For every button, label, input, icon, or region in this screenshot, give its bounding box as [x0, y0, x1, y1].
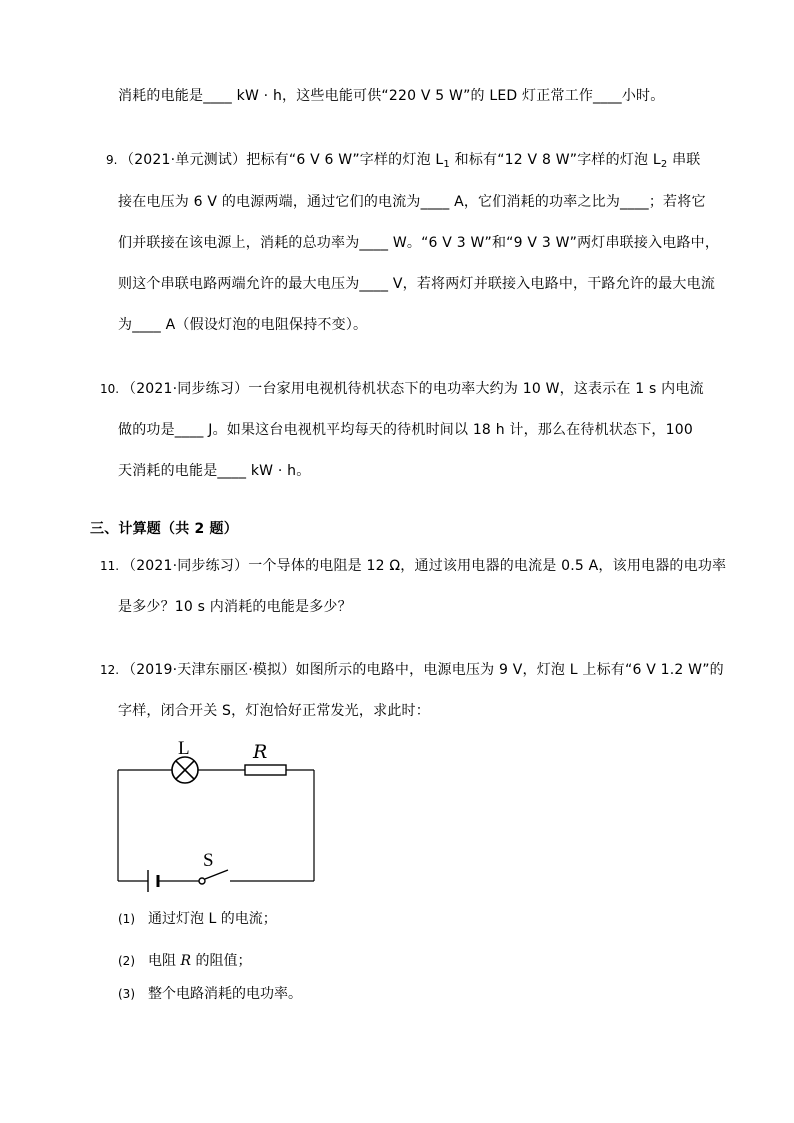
- question-10-line-3: 天消耗的电能是____ kW · h。: [118, 463, 311, 479]
- question-10-line-1: （2021·同步练习）一台家用电视机待机状态下的电功率大约为 10 W，这表示在 1 s 内电流: [122, 381, 704, 397]
- q8-continuation-line: 消耗的电能是____ kW · h，这些电能可供“220 V 5 W”的 LED 灯正常工作____小时。: [118, 88, 665, 104]
- subquestion-2-number: (2): [118, 954, 135, 968]
- subquestion-1-text: [148, 909, 277, 929]
- section-title-calculation: 三、计算题（共 2 题）: [90, 521, 238, 537]
- subquestion-2-italic-r: R: [180, 953, 191, 969]
- q9-text-a: （2021·单元测试）把标有“6 V 6 W”字样的灯泡 L: [120, 152, 444, 168]
- question-9-number: 9.: [106, 153, 118, 167]
- subquestion-3-number: (3): [118, 987, 135, 1001]
- question-10-number: 10.: [100, 382, 120, 396]
- subquestion-3-text: [148, 984, 302, 1004]
- question-9-line-1: [120, 150, 701, 172]
- circuit-diagram: [110, 732, 325, 897]
- question-9-line-3: 们并联接在该电源上，消耗的总功率为____ W。“6 V 3 W”和“9 V 3 W”两灯串联接入电路中，: [118, 235, 720, 251]
- q9-subscript-1: 1: [443, 159, 450, 170]
- subquestion-2-text-pre: 电阻: [148, 953, 181, 969]
- switch-icon: [199, 870, 228, 884]
- question-9-line-4: 则这个串联电路两端允许的最大电压为____ V，若将两灯并联接入电路中，干路允许的最大电流: [118, 276, 716, 292]
- lamp-label: L: [178, 738, 190, 759]
- question-12-number: 12.: [100, 663, 120, 677]
- q9-text-b: 和标有“12 V 8 W”字样的灯泡 L: [449, 152, 661, 168]
- q9-subscript-2: 2: [660, 159, 668, 170]
- subquestion-1-text-pre: 通过灯泡 L 的电流；: [148, 911, 277, 927]
- subquestion-1-number: (1): [118, 912, 135, 926]
- switch-label: S: [203, 850, 214, 871]
- question-11-number: 11.: [100, 559, 120, 573]
- question-12-line-2: 字样，闭合开关 S，灯泡恰好正常发光，求此时：: [118, 703, 430, 719]
- question-11-line-1: （2021·同步练习）一个导体的电阻是 12 Ω，通过该用电器的电流是 0.5 A，该用电器的电功率: [122, 558, 727, 574]
- subquestion-2-text-post: 的阻值；: [191, 953, 252, 969]
- question-12-line-1: （2019·天津东丽区·模拟）如图所示的电路中，电源电压为 9 V，灯泡 L 上标有“6 V 1.2 W”的: [122, 662, 724, 678]
- question-9-line-2: 接在电压为 6 V 的电源两端，通过它们的电流为____ A，它们消耗的功率之比为____；若将它: [118, 194, 706, 210]
- subquestion-2-text: [148, 951, 251, 971]
- q9-text-c: 串联: [667, 152, 701, 168]
- subquestion-3-text-pre: 整个电路消耗的电功率。: [148, 986, 302, 1002]
- resistor-label: R: [253, 741, 268, 763]
- battery-icon: [148, 870, 158, 892]
- question-10-line-2: 做的功是____ J。如果这台电视机平均每天的待机时间以 18 h 计，那么在待机状态下，100: [118, 422, 693, 438]
- lamp-icon: [172, 757, 198, 783]
- resistor-icon: [245, 765, 286, 775]
- question-9-line-5: 为____ A（假设灯泡的电阻保持不变）。: [118, 317, 368, 333]
- question-11-line-2: 是多少？10 s 内消耗的电能是多少？: [118, 599, 352, 615]
